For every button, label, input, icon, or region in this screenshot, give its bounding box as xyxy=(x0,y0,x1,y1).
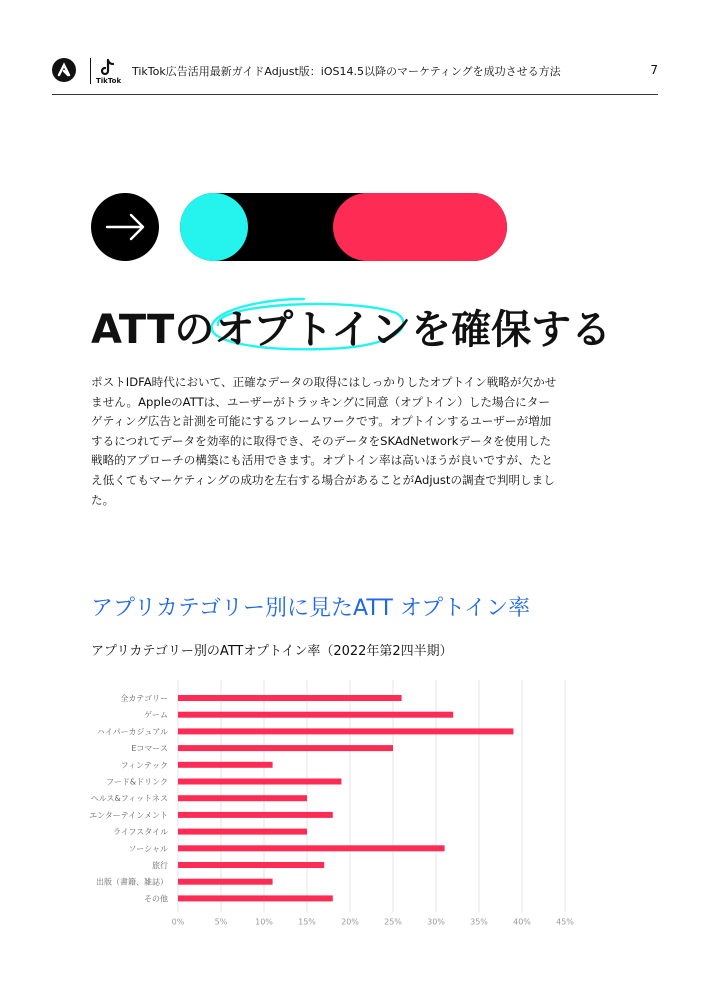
x-tick-label: 20% xyxy=(341,917,359,927)
header-rule xyxy=(52,94,658,95)
bar xyxy=(178,728,513,734)
bar xyxy=(178,879,273,885)
bar xyxy=(178,712,453,718)
category-label: エンターテインメント xyxy=(89,810,168,820)
category-label: Eコマース xyxy=(131,744,168,754)
category-label: その他 xyxy=(144,894,168,904)
category-label: フード&ドリンク xyxy=(106,777,168,787)
bar xyxy=(178,812,333,818)
x-tick-label: 0% xyxy=(171,917,185,927)
x-tick-label: 45% xyxy=(556,917,574,927)
category-label: ハイパーカジュアル xyxy=(96,727,168,737)
bar xyxy=(178,795,307,801)
pill-red-segment xyxy=(333,193,507,261)
x-tick-label: 25% xyxy=(384,917,402,927)
section-heading: アプリカテゴリー別に見たATT オプトイン率 xyxy=(91,596,531,621)
page-header xyxy=(52,58,658,92)
adjust-logo-icon xyxy=(52,58,76,82)
x-tick-label: 40% xyxy=(513,917,531,927)
header-divider xyxy=(90,58,91,84)
category-label: ソーシャル xyxy=(128,844,168,854)
chart-title: アプリカテゴリー別のATTオプトイン率（2022年第2四半期） xyxy=(91,644,453,659)
bar xyxy=(178,745,393,751)
header-title: TikTok広告活用最新ガイドAdjust版：iOS14.5以降のマーケティングを成功させる方法 xyxy=(132,65,561,78)
arrow-right-icon xyxy=(91,193,159,261)
category-label: 出版（書籍、雑誌） xyxy=(96,877,168,887)
bar xyxy=(178,829,307,835)
category-label: 旅行 xyxy=(152,861,168,870)
category-label: フィンテック xyxy=(120,760,168,770)
pill-cyan-circle xyxy=(180,193,248,261)
x-tick-label: 30% xyxy=(427,917,445,927)
decorative-pill xyxy=(180,193,507,261)
category-label: ゲーム xyxy=(144,710,168,720)
x-tick-label: 5% xyxy=(214,917,228,927)
category-label: 全カテゴリー xyxy=(120,694,168,703)
tiktok-wordmark: TikTok xyxy=(96,77,122,85)
category-label: ライフスタイル xyxy=(112,827,168,837)
bar xyxy=(178,862,324,868)
bar xyxy=(178,762,273,768)
bar xyxy=(178,895,333,901)
body-paragraph: ポストIDFA時代において、正確なデータの取得にはしっかりしたオプトイン戦略が欠かせません。AppleのATTは、ユーザーがトラッキングに同意（オプトイン）した場合にターゲティング広告と計測を可能にするフレームワークです。オプトインするユーザーが増加するにつれてデータを効率的に取得でき、そのデータをSKAdNetworkデータを使用した戦略的アプローチの構築にも活用できます。オプトイン率は高いほうが良いですが、たとえ低くてもマーケティングの成功を左右する場合があることがAdjustの調査で判明しました。 xyxy=(91,375,557,507)
opt-in-bar-chart xyxy=(0,680,712,940)
bar xyxy=(178,695,402,701)
bar xyxy=(178,779,341,785)
page-number: 7 xyxy=(650,63,658,77)
x-tick-label: 10% xyxy=(255,917,273,927)
category-label: ヘルス&フィットネス xyxy=(90,794,168,804)
x-tick-label: 15% xyxy=(298,917,316,927)
x-tick-label: 35% xyxy=(470,917,488,927)
main-heading: ATTのオプトインを確保する xyxy=(91,307,612,353)
bar xyxy=(178,845,445,851)
